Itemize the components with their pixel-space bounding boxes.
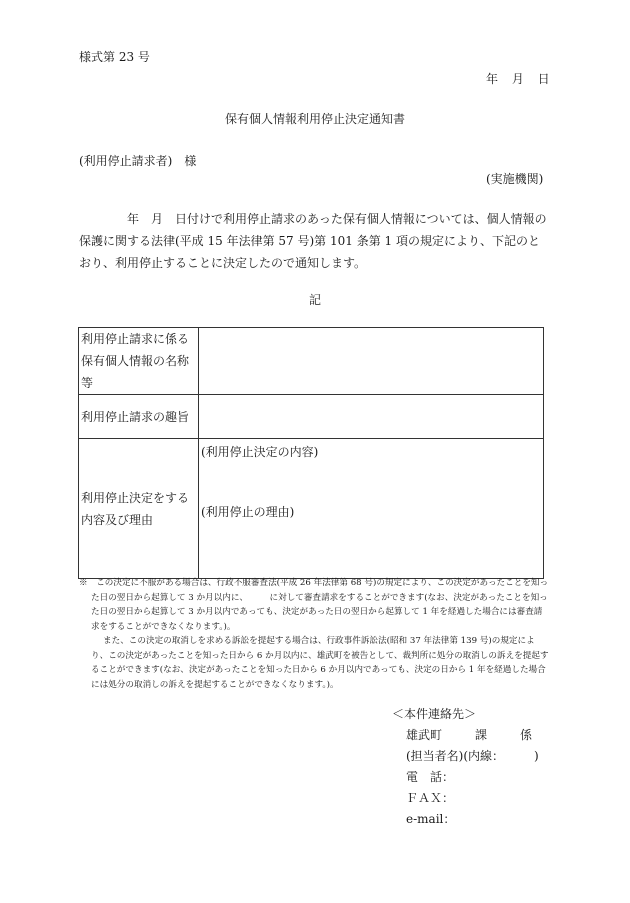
form-number: 様式第 23 号: [79, 50, 150, 64]
note-paragraph: ※ この決定に不服がある場合は、行政不服審査法(平成 26 年法律第 68 号)の規定により、この決定があったことを知った日の翌日から起算して 3 か月以内に、 に対して審査請求をすることができます(なお、決定があったことを知った日の翌日から起算して 3 か月以内であっても、決定があった日の翌日から起算して 1 年を経過した場合には審査請求をすることができなくなります。)。: [79, 578, 549, 632]
decision-content-label: (利用停止決定の内容): [201, 445, 319, 459]
appeal-note: [79, 576, 549, 692]
table-row: [79, 439, 544, 579]
contact-block: [392, 704, 552, 830]
contact-town: 雄武町: [406, 728, 443, 742]
contact-heading: ＜本件連絡先＞: [392, 707, 477, 721]
contact-email: e-mail：: [406, 812, 456, 826]
details-table: [78, 327, 544, 579]
row-label-decision: 利用停止決定をする内容及び理由: [79, 439, 199, 579]
row-value-purpose: [199, 395, 544, 439]
contact-phone: 電 話：: [406, 770, 455, 784]
contact-ka: 課: [474, 728, 487, 742]
table-row: [79, 395, 544, 439]
table-row: [79, 328, 544, 395]
contact-department: [392, 725, 532, 746]
contact-kakari: 係: [519, 728, 532, 742]
row-value-info-name: [199, 328, 544, 395]
date-line: 年 月 日: [486, 72, 550, 86]
body-text: 年 月 日付けで利用停止請求のあった保有個人情報については、個人情報の保護に関する法律(平成 15 年法律第 57 号)第 101 条第 1 項の規定により、下記のとおり、利用停止することに決定したので通知します。: [79, 212, 547, 270]
row-label-purpose: 利用停止請求の趣旨: [79, 395, 199, 439]
ki-heading: 記: [308, 293, 321, 307]
contact-fax: ＦＡＸ：: [406, 791, 455, 805]
document-title: 保有個人情報利用停止決定通知書: [224, 112, 405, 126]
issuing-agency: (実施機関): [486, 172, 544, 186]
decision-reason-label: (利用停止の理由): [201, 505, 295, 519]
contact-person: (担当者名)(内線： ): [406, 749, 539, 763]
row-value-decision: [199, 439, 544, 579]
row-label-info-name: 利用停止請求に係る保有個人情報の名称等: [79, 328, 199, 395]
note-paragraph: また、この決定の取消しを求める訴訟を提起する場合は、行政事件訴訟法(昭和 37 年法律第 139 号)の規定により、この決定があったことを知った日から 6 か月以内に、雄武町を被告として、裁判所に処分の取消しの訴えを提起することができます(なお、決定があったことを知った日から 6 か月以内であっても、決定の日から 1 年を経過した場合には処分の取消しの訴えを提起することができなくなります。)。: [91, 636, 549, 690]
recipient-line: (利用停止請求者) 様: [79, 154, 197, 168]
